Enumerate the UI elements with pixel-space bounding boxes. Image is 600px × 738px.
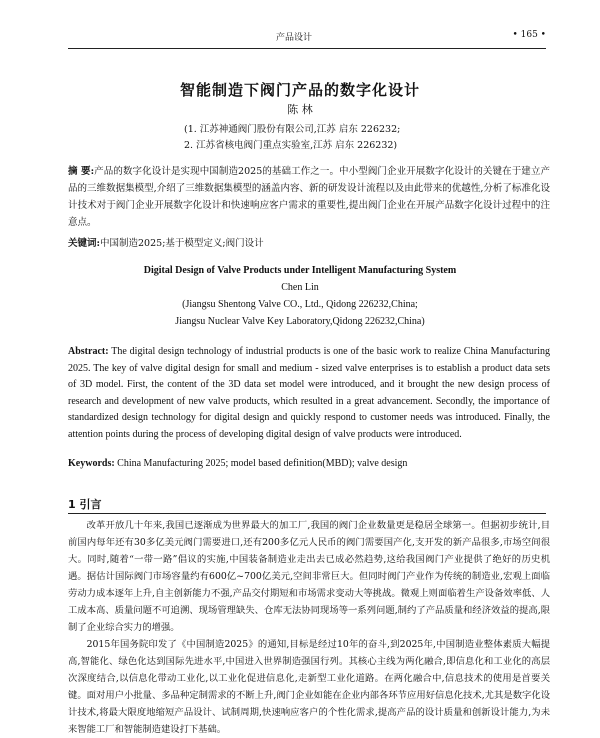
keywords-en-label: Keywords: [68, 458, 115, 469]
running-header [68, 30, 546, 50]
author-en: Chen Lin [281, 282, 319, 293]
header-section-name: 产品设计 [276, 33, 313, 43]
abstract-cn-label: 摘 要: [68, 166, 95, 177]
affiliation-en-2: Jiangsu Nuclear Valve Key Laboratory,Qidong 226232,China) [175, 316, 425, 327]
affiliation-cn-1: (1. 江苏神通阀门股份有限公司,江苏 启东 226232; [184, 124, 401, 135]
keywords-cn-text: 中国制造2025;基于模型定义;阀门设计 [100, 238, 264, 249]
body-paragraph-1: 改革开放几十年来,我国已逐渐成为世界最大的加工厂,我国的阀门企业数量更是稳居全球第一。但据初步统计,目前国内每年还有30多亿美元阀门需要进口,还有200多亿元人民币的阀门需要国产化,支开发的新产品很多,市场空间很大。同时,随着“一带一路”倡议的实施,中国装备制造业走出去已成必然趋势,这给我国阀门产业提供了绝好的历史机遇。据估计国际阀门市场容量约有600亿~700亿美元,空间非常巨大。但同时阀门产业作为传统的制造业,宏观上面临劳动力成本逐年上升,自主创新能力不强,产品交付期短和市场需求变动大等挑战。微观上则面临着生产设备效率低、人工成本高、质量问题不可追溯、现场管理缺失、仓库无法协同现场等一系列问题,制约了产品质量和经济效益的提高,限制了企业综合实力的增强。 [68, 520, 550, 633]
keywords-en-text: China Manufacturing 2025; model based definition(MBD); valve design [117, 458, 408, 469]
section-1-heading: 1 引言 [68, 498, 102, 511]
keywords-en [68, 456, 550, 473]
abstract-en-text: The digital design technology of industrial products is one of the basic work to realize China Manufacturing 2025. The key of valve digital design for small and medium - sized valve enterprises is to establish a product data sets of 3D model. First, the content of the 3D data set model were introduced, and it brought the new design process of research and development of new valve products, which resulted in a great advancement. Secondly, the importance of standardized design technology for digital design and quickly respond to customer needs was introduced. Finally, the attention points during the process of developing digital design of valve products were introduced. [68, 346, 550, 440]
affiliation-en-1: (Jiangsu Shentong Valve CO., Ltd., Qidong 226232,China; [182, 299, 418, 310]
keywords-cn-label: 关键词: [68, 238, 101, 249]
abstract-cn-text: 产品的数字化设计是实现中国制造2025的基础工作之一。中小型阀门企业开展数字化设计的关键在于建立产品的三维数据集模型,介绍了三维数据集模型的涵盖内容、新的研发设计流程以及由此带来的优越性,分析了标准化设计技术对于阀门企业开展数字化设计和快速响应客户需求的重要性,提出阀门企业在开展产品数字化设计过程中的注意点。 [68, 166, 550, 228]
abstract-cn [68, 163, 550, 231]
header-page-number: • 165 • [512, 30, 546, 40]
affiliation-cn-2: 2. 江苏省核电阀门重点实验室,江苏 启东 226232) [184, 140, 398, 151]
author-cn: 陈 林 [287, 103, 313, 116]
abstract-en [68, 344, 550, 443]
paper-title-en: Digital Design of Valve Products under Intelligent Manufacturing System [143, 265, 457, 276]
section-1-body [68, 517, 550, 738]
body-paragraph-2: 2015年国务院印发了《中国制造2025》的通知,目标是经过10年的奋斗,到2025年,中国制造业整体素质大幅提高,智能化、绿色化达到国际先进水平,中国进入世界制造强国行列。其核心主线为两化融合,即信息化和工业化的高层次深度结合,以信息化带动工业化,以工业化促进信息化,走新型工业化道路。在两化融合中,信息技术的使用是首要关键。面对用户小批量、多品种定制需求的不断上升,阀门企业如能在企业内部各环节应用好信息化技术,尤其是数字化设计技术,将最大限度地缩短产品设计、试制周期,快速响应客户的个性化需求,提高产品的设计质量和创新设计能力,为未来智能工厂和智能制造建设打下基础。 [68, 639, 550, 735]
paper-title-cn: 智能制造下阀门产品的数字化设计 [179, 81, 420, 99]
header-rule [68, 48, 546, 49]
section-rule [68, 513, 546, 514]
keywords-cn [68, 235, 550, 252]
abstract-en-label: Abstract: [68, 346, 109, 357]
